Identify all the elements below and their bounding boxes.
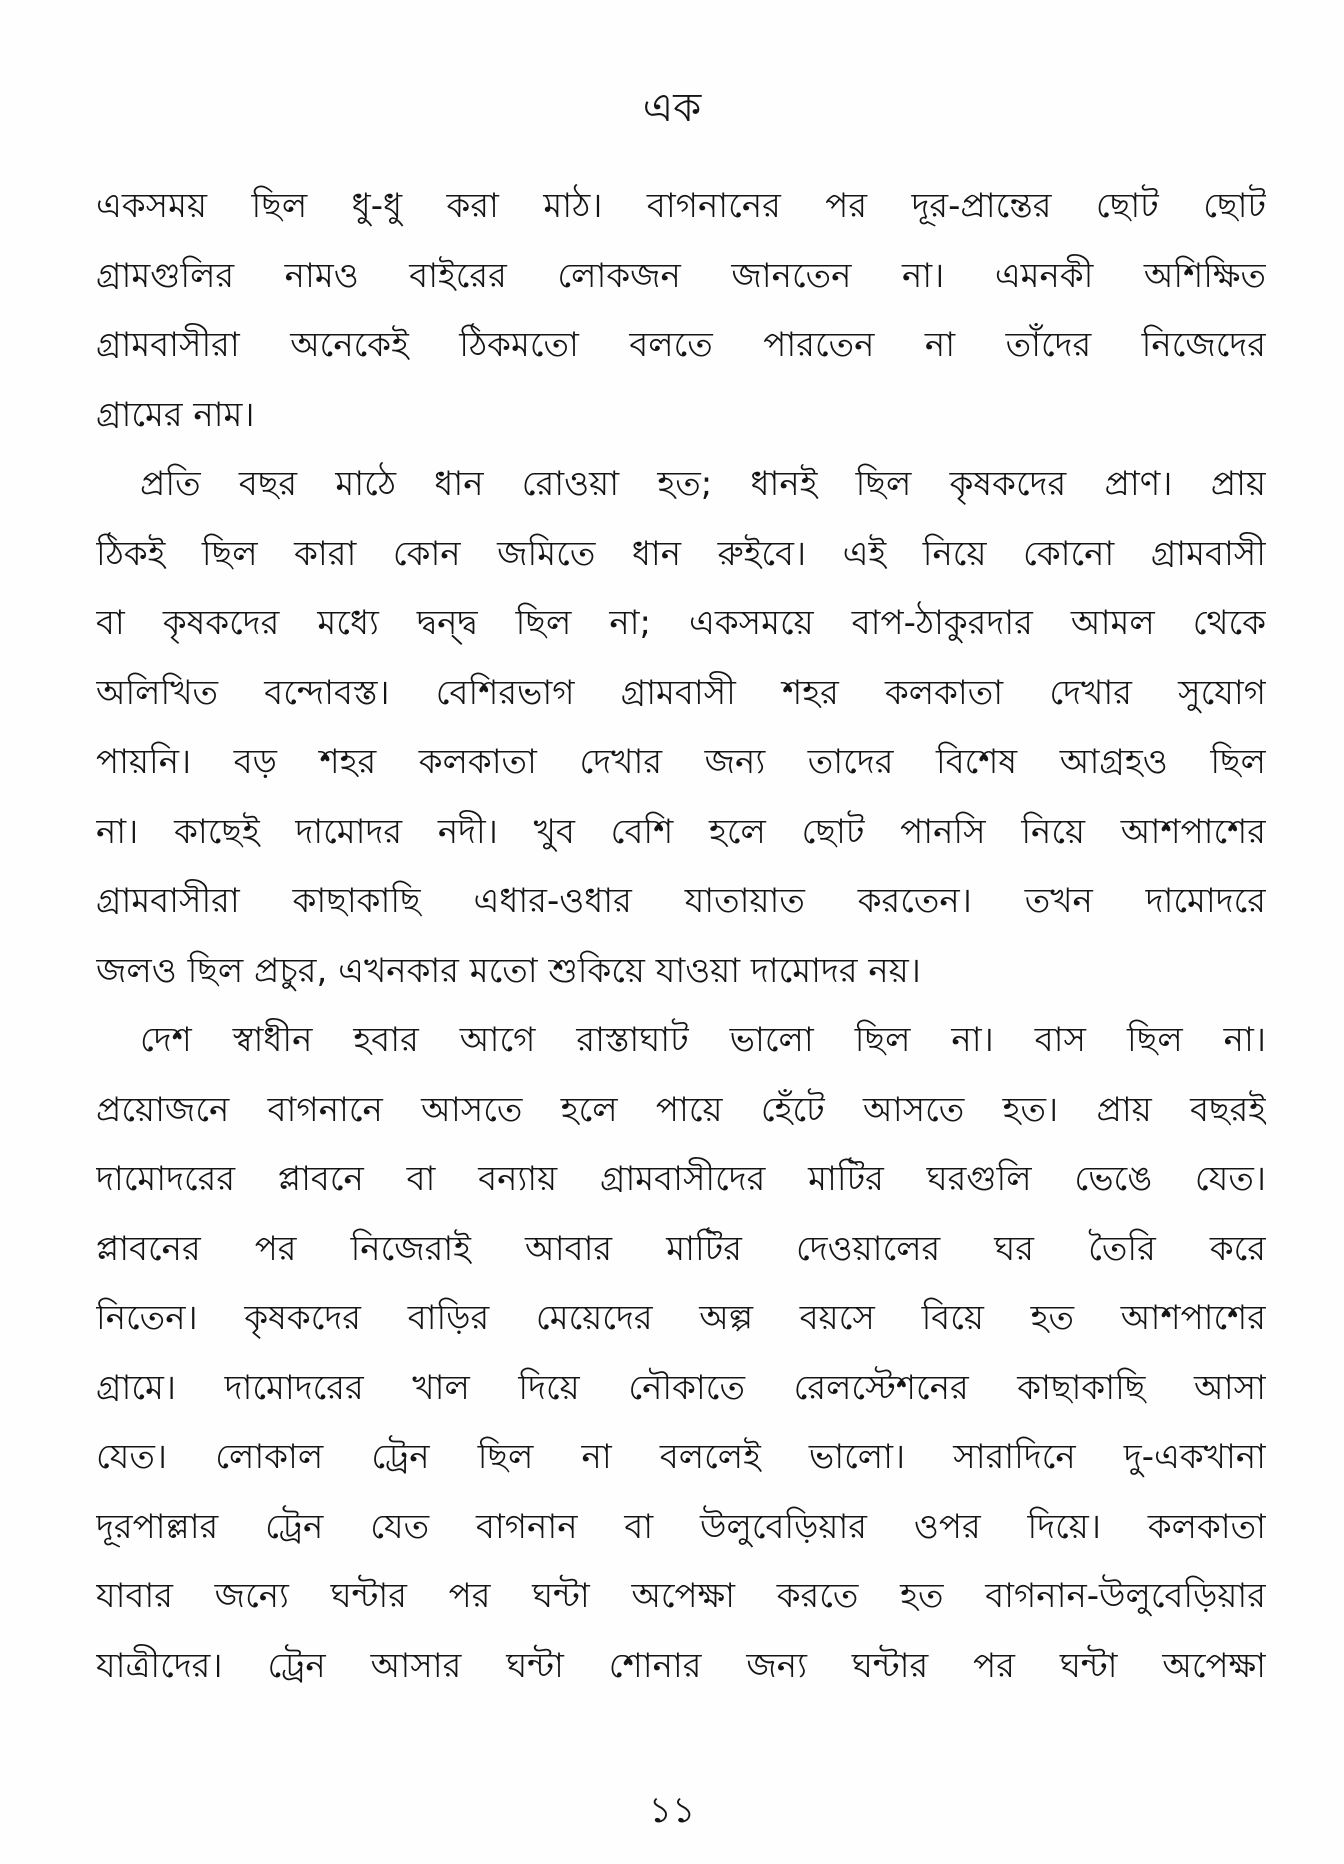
text-line: যাবার জন্যে ঘন্টার পর ঘন্টা অপেক্ষা করতে হত বাগনান-উলুবেড়িয়ার	[96, 1576, 1266, 1616]
text-line: একসময় ছিল ধু-ধু করা মাঠ। বাগনানের পর দূর-প্রান্তের ছোট ছোট	[96, 186, 1266, 226]
text-line: গ্রামের নাম।	[96, 394, 255, 435]
body-text	[96, 172, 1266, 1701]
text-line: ঠিকই ছিল কারা কোন জমিতে ধান রুইবে। এই নিয়ে কোনো গ্রামবাসী	[96, 533, 1266, 574]
text-line: না। কাছেই দামোদর নদী। খুব বেশি হলে ছোট পানসি নিয়ে আশপাশের	[96, 811, 1266, 852]
paragraph-3	[96, 1006, 1266, 1701]
text-line: গ্রামগুলির নামও বাইরের লোকজন জানতেন না। এমনকী অশিক্ষিত	[96, 255, 1266, 296]
text-line: জলও ছিল প্রচুর, এখনকার মতো শুকিয়ে যাওয়া দামোদর নয়।	[96, 950, 921, 991]
text-line: যেত। লোকাল ট্রেন ছিল না বললেই ভালো। সারাদিনে দু-একখানা	[96, 1437, 1266, 1477]
text-line: নিতেন। কৃষকদের বাড়ির মেয়েদের অল্প বয়সে বিয়ে হত আশপাশের	[96, 1298, 1266, 1338]
text-line: প্লাবনের পর নিজেরাই আবার মাটির দেওয়ালের ঘর তৈরি করে	[96, 1228, 1266, 1269]
text-line: দেশ স্বাধীন হবার আগে রাস্তাঘাট ভালো ছিল না। বাস ছিল না।	[140, 1020, 1266, 1060]
text-line: প্রয়োজনে বাগনানে আসতে হলে পায়ে হেঁটে আসতে হত। প্রায় বছরই	[96, 1089, 1266, 1130]
text-line: গ্রামবাসীরা কাছাকাছি এধার-ওধার যাতায়াত করতেন। তখন দামোদরে	[96, 881, 1266, 921]
paragraph-2	[96, 450, 1266, 1006]
paragraph-1	[96, 172, 1266, 450]
text-line: দামোদরের প্লাবনে বা বন্যায় গ্রামবাসীদের মাটির ঘরগুলি ভেঙে যেত।	[96, 1159, 1266, 1199]
text-line: বা কৃষকদের মধ্যে দ্বন্দ্ব ছিল না; একসময়ে বাপ-ঠাকুরদার আমল থেকে	[96, 603, 1266, 643]
text-line: যাত্রীদের। ট্রেন আসার ঘন্টা শোনার জন্য ঘন্টার পর ঘন্টা অপেক্ষা	[96, 1645, 1266, 1686]
text-line: দূরপাল্লার ট্রেন যেত বাগনান বা উলুবেড়িয়ার ওপর দিয়ে। কলকাতা	[96, 1506, 1266, 1547]
text-line: গ্রামবাসীরা অনেকেই ঠিকমতো বলতে পারতেন না তাঁদের নিজেদের	[96, 325, 1266, 365]
text-line: অলিখিত বন্দোবস্ত। বেশিরভাগ গ্রামবাসী শহর কলকাতা দেখার সুযোগ	[96, 672, 1266, 713]
text-line: পায়নি। বড় শহর কলকাতা দেখার জন্য তাদের বিশেষ আগ্রহও ছিল	[96, 742, 1266, 782]
text-line: প্রতি বছর মাঠে ধান রোওয়া হত; ধানই ছিল কৃষকদের প্রাণ। প্রায়	[140, 464, 1266, 504]
chapter-title: এক	[642, 85, 702, 131]
page-number: ১১	[648, 1790, 696, 1831]
text-line: গ্রামে। দামোদরের খাল দিয়ে নৌকাতে রেলস্টেশনের কাছাকাছি আসা	[96, 1367, 1266, 1408]
